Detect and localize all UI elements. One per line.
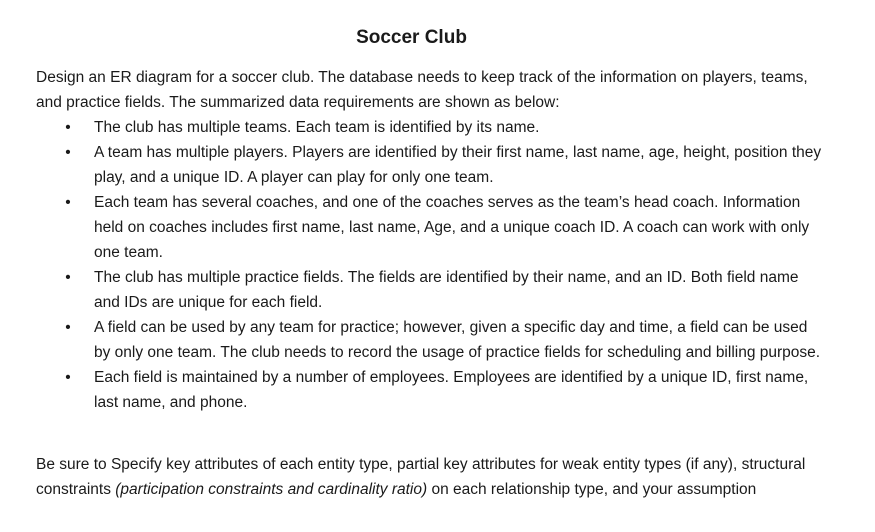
closing-text-start: Be sure to Specify key attributes of each entity type, partial key attributes for weak entity types (if any), structural constraints: [36, 456, 806, 498]
bullet-icon: •: [65, 194, 71, 211]
list-item-text: The club has multiple practice fields. The fields are identified by their name, and an ID. Both field name and IDs are unique for each field.: [94, 269, 799, 311]
bullet-icon: •: [65, 144, 71, 161]
list-item: [36, 115, 826, 140]
closing-text-italic: (participation constraints and cardinality ratio): [115, 481, 428, 498]
bullet-icon: •: [65, 369, 71, 386]
list-item-text: The club has multiple teams. Each team is identified by its name.: [94, 119, 540, 136]
list-item-text: A team has multiple players. Players are identified by their first name, last name, age, height, position they play, and a unique ID. A player can play for only one team.: [94, 144, 822, 186]
list-item: [36, 140, 826, 190]
closing-text-end: on each relationship type, and your assumption: [427, 481, 757, 498]
list-item-text: A field can be used by any team for practice; however, given a specific day and time, a field can be used by only one team. The club needs to record the usage of practice fields for scheduling and billing purpose.: [94, 319, 821, 361]
list-item-text: Each team has several coaches, and one of the coaches serves as the team’s head coach. Information held on coaches includes first name, last name, Age, and a unique coach ID. A coach can work with only one team.: [94, 194, 810, 261]
bullet-icon: •: [65, 269, 71, 286]
intro-paragraph: Design an ER diagram for a soccer club. The database needs to keep track of the information on players, teams, and practice fields. The summarized data requirements are shown as below:: [36, 69, 808, 111]
bullet-icon: •: [65, 319, 71, 336]
closing-paragraph: [36, 452, 826, 502]
list-item: [36, 190, 826, 265]
list-item: [36, 315, 826, 365]
document-title: Soccer Club: [356, 27, 467, 48]
list-item-text: Each field is maintained by a number of employees. Employees are identified by a unique ID, first name, last name, and phone.: [94, 369, 809, 411]
bullet-icon: •: [65, 119, 71, 136]
list-item: [36, 365, 826, 415]
list-item: [36, 265, 826, 315]
requirements-list: [36, 115, 826, 415]
